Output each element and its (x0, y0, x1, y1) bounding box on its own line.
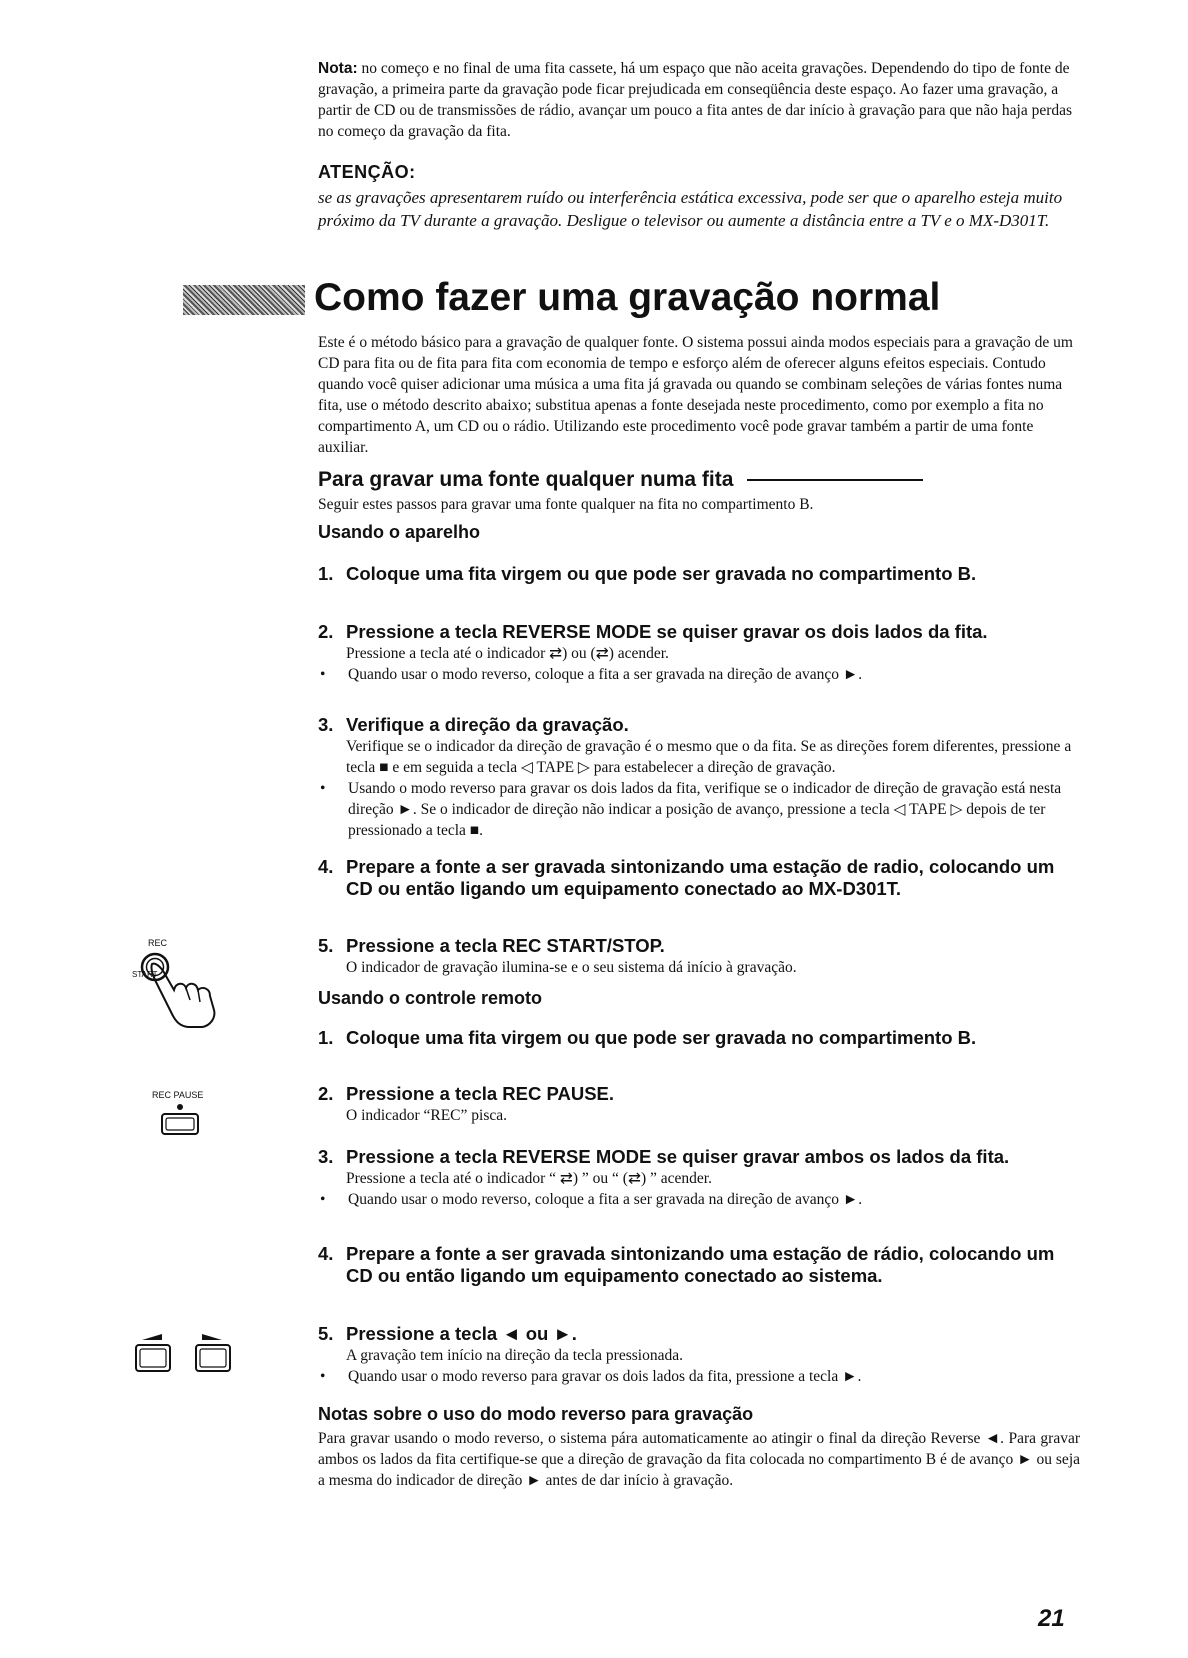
device-heading: Usando o aparelho (318, 522, 481, 542)
step-title (318, 856, 1078, 900)
step-number: 3. (318, 714, 334, 735)
step-text: Pressione a tecla REVERSE MODE se quiser gravar ambos os lados da fita. (346, 1146, 1010, 1167)
step-bullet: • Usando o modo reverso para gravar os dois lados da fita, verifique se o indicador de direção de gravação está nesta direção ►. Se o indicador de direção não indicar a posição de avanço, pressione a tecla ◁ TAPE ▷ depois de ter pressionado a tecla ■. (320, 780, 1062, 839)
hand-icon (132, 938, 232, 1028)
step-number: 3. (318, 1146, 334, 1167)
step-number: 1. (318, 1027, 334, 1048)
step-body: Verifique se o indicador da direção de gravação é o mesmo que o da fita. Se as direções forem diferentes, pressione a tecla ■ e em seguida a tecla ◁ TAPE ▷ para estabelecer a direção de gravação. (346, 738, 1072, 776)
step-bullet: • Quando usar o modo reverso, coloque a fita a ser gravada na direção de avanço ►. (320, 666, 863, 683)
step-body: Pressione a tecla até o indicador “ ⇄) ” ou “ (⇄) ” acender. (346, 1170, 712, 1187)
step-text: Prepare a fonte a ser gravada sintonizando uma estação de radio, colocando um CD ou então ligando um equipamento conectado ao MX-D301T. (346, 856, 1055, 899)
step-number: 4. (318, 856, 334, 877)
step-bullet: • Quando usar o modo reverso para gravar os dois lados da fita, pressione a tecla ►. (320, 1368, 862, 1385)
step-body: O indicador de gravação ilumina-se e o seu sistema dá início à gravação. (346, 959, 797, 976)
device-step-4 (318, 856, 1078, 900)
bullet-text: Usando o modo reverso para gravar os dois lados da fita, verifique se o indicador de direção de gravação está nesta direção ►. Se o indicador de direção não indicar a posição de avanço, pressione a tecla ◁ TAPE ▷ depois de ter pressionado a tecla ■. (348, 780, 1062, 839)
notes-text: Para gravar usando o modo reverso, o sistema pára automaticamente ao atingir o final da direção Reverse ◄. Para gravar ambos os lados da fita certifique-se que a direção de gravação da fita colocada no compartimento B é de avanço ► ou seja a mesma do indicador de direção ► antes de dar início à gravação. (318, 1430, 1080, 1489)
bullet-text: Quando usar o modo reverso, coloque a fita a ser gravada na direção de avanço ►. (348, 666, 863, 683)
step-bullet: • Quando usar o modo reverso, coloque a fita a ser gravada na direção de avanço ►. (320, 1191, 863, 1208)
remote-step-2 (318, 1083, 1078, 1126)
rec-label: REC (148, 938, 168, 948)
section-intro: Este é o método básico para a gravação de qualquer fonte. O sistema possui ainda modos especiais para a gravação de um CD para fita ou de fita para fita com economia de tempo e esforço além de oferecer alguns efeitos especiais. Contudo quando você quiser adicionar uma música a uma fita já gravada ou quando se combinam seleções de várias fontes numa fita, use o método descrito abaixo; substitua apenas a fonte desejada neste procedimento, como por exemplo a fita no compartimento A, um CD ou o rádio. Utilizando este procedimento você pode gravar também a partir de uma fonte auxiliar. (318, 334, 1073, 456)
step-number: 2. (318, 1083, 334, 1104)
remote-step-1 (318, 1027, 1078, 1049)
device-step-2 (318, 621, 1078, 685)
device-step-1 (318, 563, 1078, 585)
warning-text: se as gravações apresentarem ruído ou interferência estática excessiva, pode ser que o aparelho esteja muito próximo da TV durante a gravação. Desligue o televisor ou aumente a distância entre a TV e o MX-D301T. (318, 188, 1063, 230)
remote-step-4 (318, 1243, 1078, 1287)
title-rule (747, 479, 923, 481)
page-number: 21 (1038, 1605, 1065, 1632)
step-text: Pressione a tecla REVERSE MODE se quiser gravar os dois lados da fita. (346, 621, 988, 642)
note-label: Nota: (318, 60, 358, 77)
step-text: Coloque uma fita virgem ou que pode ser gravada no compartimento B. (346, 563, 977, 584)
subsection-title (318, 468, 923, 492)
step-title (318, 563, 1078, 585)
device-step-5 (318, 935, 1078, 978)
step-number: 1. (318, 563, 334, 584)
step-title (318, 1146, 1078, 1168)
step-number: 5. (318, 935, 334, 956)
step-number: 5. (318, 1323, 334, 1344)
bullet-text: Quando usar o modo reverso para gravar os dois lados da fita, pressione a tecla ►. (348, 1368, 862, 1385)
step-title (318, 1083, 1078, 1105)
hand-pressing-rec-button-illustration (132, 938, 232, 1028)
section-banner-graphic (183, 285, 305, 315)
remote-step-5 (318, 1323, 1078, 1387)
step-title (318, 621, 1078, 643)
device-step-3 (318, 714, 1078, 841)
remote-step-3 (318, 1146, 1078, 1210)
step-title (318, 935, 1078, 957)
rec-pause-button-illustration (150, 1090, 210, 1138)
step-text: Pressione a tecla REC PAUSE. (346, 1083, 615, 1104)
start-label: START (132, 970, 158, 979)
step-title (318, 1243, 1078, 1287)
step-title (318, 1027, 1078, 1049)
remote-heading: Usando o controle remoto (318, 988, 543, 1008)
step-title (318, 1323, 1078, 1345)
note-text: no começo e no final de uma fita cassete, há um espaço que não aceita gravações. Dependendo do tipo de fonte de gravação, a primeira parte da gravação pode ficar prejudicada em conseqüência deste espaço. Ao fazer uma gravação, a partir de CD ou de transmissões de rádio, avançar um pouco a fita antes de dar início à gravação para que não haja perdas no começo da gravação da fita. (318, 60, 1073, 140)
step-body: O indicador “REC” pisca. (346, 1107, 507, 1124)
step-number: 4. (318, 1243, 334, 1264)
play-buttons-illustration (134, 1330, 244, 1376)
step-text: Pressione a tecla ◄ ou ►. (346, 1323, 577, 1344)
step-text: Prepare a fonte a ser gravada sintonizando uma estação de rádio, colocando um CD ou então ligando um equipamento conectado ao sistema. (346, 1243, 1055, 1286)
step-text: Pressione a tecla REC START/STOP. (346, 935, 665, 956)
step-text: Verifique a direção da gravação. (346, 714, 629, 735)
step-number: 2. (318, 621, 334, 642)
step-body: Pressione a tecla até o indicador ⇄) ou (⇄) acender. (346, 645, 669, 662)
rec-pause-label: REC PAUSE (152, 1090, 204, 1100)
rec-pause-button-icon (150, 1090, 210, 1138)
section-title: Como fazer uma gravação normal (314, 276, 941, 319)
step-title (318, 714, 1078, 736)
warning-title: ATENÇÃO: (318, 162, 416, 182)
bullet-text: Quando usar o modo reverso, coloque a fita a ser gravada na direção de avanço ►. (348, 1191, 863, 1208)
subsection-intro: Seguir estes passos para gravar uma fonte qualquer na fita no compartimento B. (318, 496, 814, 513)
reverse-forward-buttons-icon (134, 1330, 244, 1376)
step-text: Coloque uma fita virgem ou que pode ser gravada no compartimento B. (346, 1027, 977, 1048)
subsection-title-text: Para gravar uma fonte qualquer numa fita (318, 468, 734, 491)
step-body: A gravação tem início na direção da tecla pressionada. (346, 1347, 683, 1364)
notes-heading: Notas sobre o uso do modo reverso para gravação (318, 1404, 754, 1424)
note-paragraph (318, 58, 1080, 142)
